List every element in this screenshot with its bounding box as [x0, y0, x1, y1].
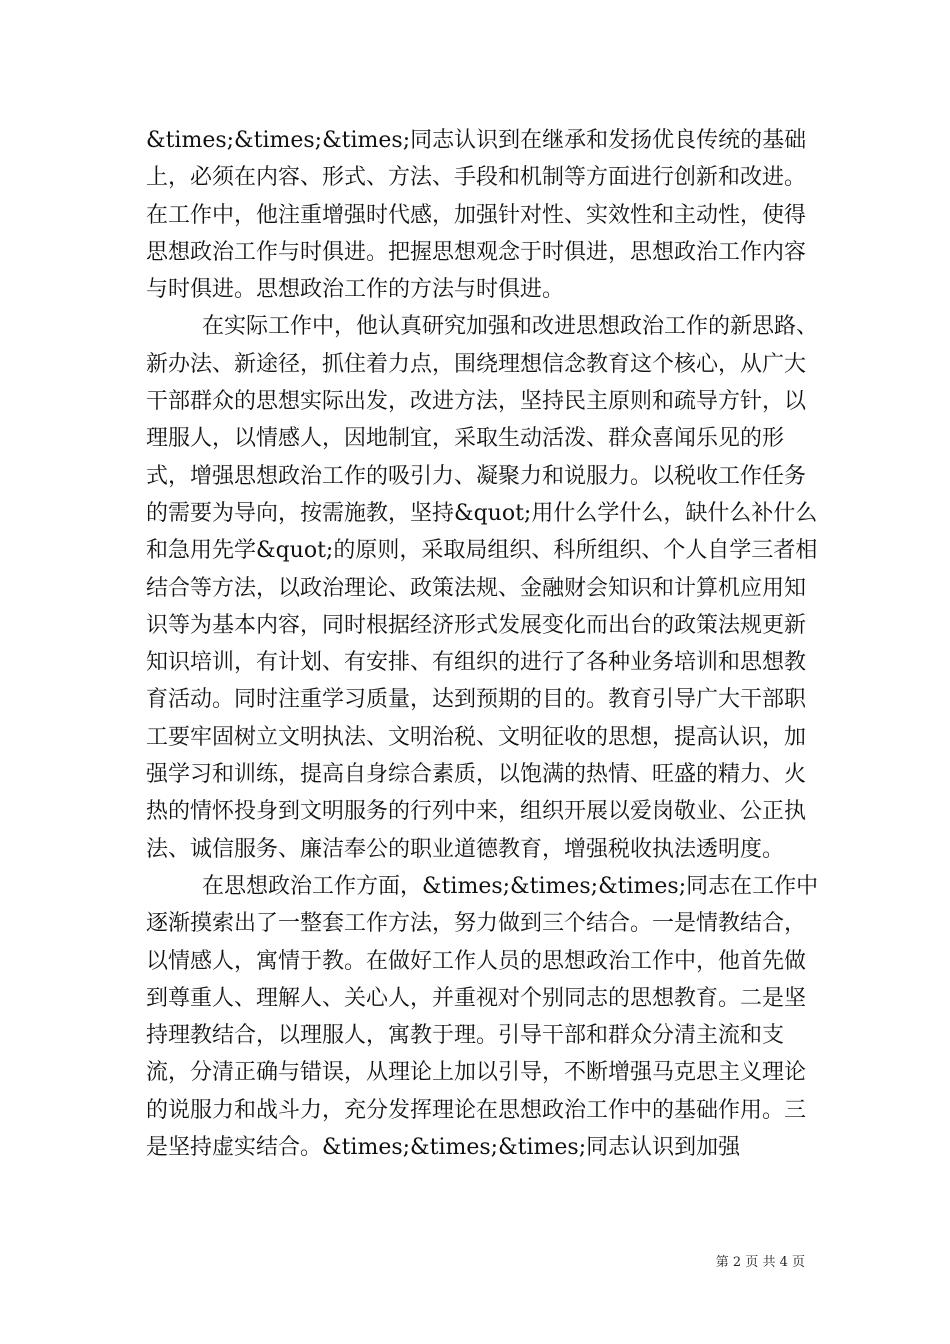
document-body — [146, 122, 826, 1166]
paragraph-1: &times;&times;&times;同志认识到在继承和发扬优良传统的基础上，必须在内容、形式、方法、手段和机制等方面进行创新和改进。在工作中，他注重增强时代感，加强针对性、实效性和主动性，使得思想政治工作与时俱进。把握思想观念于时俱进，思想政治工作内容与时俱进。思想政治工作的方法与时俱进。 — [146, 128, 807, 303]
paragraph-3: 在思想政治工作方面，&times;&times;&times;同志在工作中逐渐摸索出了一整套工作方法，努力做到三个结合。一是情教结合，以情感人，寓情于教。在做好工作人员的思想政治工作中，他首先做到尊重人、理解人、关心人，并重视对个别同志的思想教育。二是坚持理教结合，以理服人，寓教于理。引导干部和群众分清主流和支流，分清正确与错误，从理论上加以引导，不断增强马克思主义理论的说服力和战斗力，充分发挥理论在思想政治工作中的基础作用。三是坚持虚实结合。&times;&times;&times;同志认识到加强 — [146, 873, 819, 1161]
page-number: 第 2 页 共 4 页 — [715, 1255, 805, 1270]
paragraph-2: 在实际工作中，他认真研究加强和改进思想政治工作的新思路、新办法、新途径，抓住着力点，围绕理想信念教育这个核心，从广大干部群众的思想实际出发，改进方法，坚持民主原则和疏导方针，以理服人，以情感人，因地制宜，采取生动活泼、群众喜闻乐见的形式，增强思想政治工作的吸引力、凝聚力和说服力。以税收工作任务的需要为导向，按需施教，坚持&quot;用什么学什么，缺什么补什么和急用先学&quot;的原则，采取局组织、科所组织、个人自学三者相结合等方法，以政治理论、政策法规、金融财会知识和计算机应用知识等为基本内容，同时根据经济形式发展变化而出台的政策法规更新知识培训，有计划、有安排、有组织的进行了各种业务培训和思想教育活动。同时注重学习质量，达到预期的目的。教育引导广大干部职工要牢固树立文明执法、文明治税、文明征收的思想，提高认识，加强学习和训练，提高自身综合素质，以饱满的热情、旺盛的精力、火热的情怀投身到文明服务的行列中来，组织开展以爱岗敬业、公正执法、诚信服务、廉洁奉公的职业道德教育，增强税收执法透明度。 — [146, 314, 819, 862]
